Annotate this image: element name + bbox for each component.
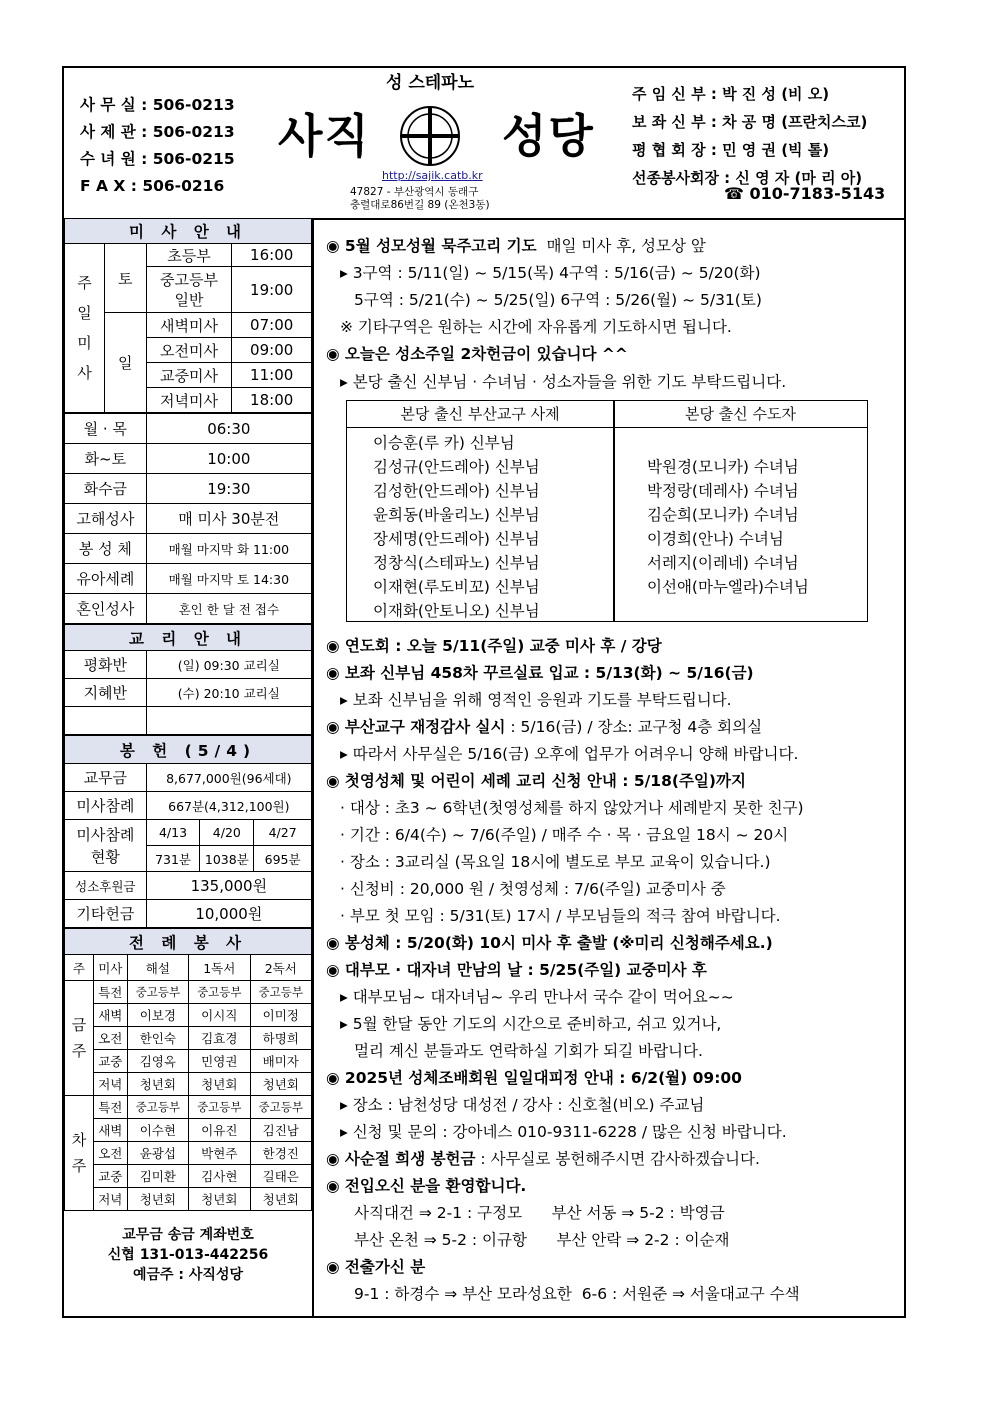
- liturgy-cell: 청년회: [127, 1188, 188, 1211]
- notice-line: ▸ 3구역 : 5/11(일) ~ 5/15(목) 4구역 : 5/16(금) ~ 5/20(화): [340, 264, 761, 282]
- weekday-time: 10:00: [146, 444, 311, 474]
- weekday-time: 매 미사 30분전: [146, 504, 311, 534]
- weekday-name: 유아세례: [65, 564, 147, 594]
- class-time: [146, 707, 311, 735]
- liturgy-cell: 중고등부: [127, 1096, 188, 1119]
- liturgy-header: 주: [65, 955, 94, 981]
- liturgy-cell: 저녁: [93, 1188, 127, 1211]
- liturgy-cell: 이미정: [250, 1004, 311, 1027]
- council-president: 평 협 회 장 : 민 영 권 (빅 톨): [632, 141, 830, 159]
- notice-lent: [326, 1147, 760, 1169]
- offering-value: 10,000원: [146, 900, 311, 928]
- weekday-name: 혼인성사: [65, 594, 147, 624]
- contact-office: 사 무 실 : 506-0213: [80, 96, 235, 114]
- sun-label: 일: [104, 313, 146, 413]
- offering-title: 봉 헌 (5/4): [65, 736, 312, 764]
- sunday-mass-label: 주일미사: [65, 244, 105, 413]
- weekday-name: 월 · 목: [65, 414, 147, 444]
- mass-time: 18:00: [232, 388, 312, 413]
- liturgy-cell: 김진남: [250, 1119, 311, 1142]
- class-name: 평화반: [65, 651, 147, 679]
- notice-line: ▸ 장소 : 남천성당 대성전 / 강사 : 신호철(비오) 주교님: [340, 1096, 705, 1114]
- offering-table: [64, 735, 312, 928]
- liturgy-cell: 이보경: [127, 1004, 188, 1027]
- priest-name: 정창식(스테파노) 신부님: [373, 554, 540, 572]
- notice-text: : 5/16(금) / 장소: 교구청 4층 회의실: [505, 718, 763, 736]
- religious-list: [647, 455, 809, 599]
- offering-name: 기타헌금: [65, 900, 147, 928]
- mass-name: 교중미사: [146, 363, 232, 388]
- notice-title: ◉ 부산교구 재정감사 실시: [326, 718, 506, 736]
- next-week-label: 차주: [65, 1096, 94, 1211]
- religious-name: 서레지(이레네) 수녀님: [647, 554, 799, 572]
- offering-name: 교무금: [65, 764, 147, 792]
- catechism-title: 교 리 안 내: [65, 625, 312, 651]
- notice-line: ▸ 따라서 사무실은 5/16(금) 오후에 업무가 어려우니 양해 바랍니다.: [340, 745, 799, 763]
- mass-name: 초등부: [146, 244, 232, 267]
- mass-time: 09:00: [232, 338, 312, 363]
- liturgy-cell: 중고등부: [250, 1096, 311, 1119]
- liturgy-cell: 중고등부: [189, 1096, 250, 1119]
- mass-time: 11:00: [232, 363, 312, 388]
- class-time: (일) 09:30 교리실: [146, 651, 311, 679]
- offering-value: 667분(4,312,100원): [146, 792, 311, 820]
- liturgy-cell: 오전: [93, 1027, 127, 1050]
- catechism-table: [64, 624, 312, 735]
- address: [350, 186, 490, 212]
- attendance-count: 731분: [146, 846, 200, 872]
- religious-name: 김순희(모니카) 수녀님: [647, 506, 799, 524]
- priest-name: 이재현(루도비꼬) 신부님: [373, 578, 540, 596]
- weekday-time: 혼인 한 달 전 접수: [146, 594, 311, 624]
- liturgy-this-week: [65, 981, 312, 1096]
- address-line-2: 충렬대로86번길 89 (온천3동): [350, 199, 490, 211]
- notice-line: ▸ 보좌 신부님을 위해 영적인 응원과 기도를 부탁드립니다.: [340, 691, 732, 709]
- contact-fax: F A X : 506-0216: [80, 177, 225, 195]
- title-left: 사직: [278, 109, 371, 163]
- parish-patron: 성 스테파노: [386, 73, 475, 93]
- contact-convent: 수 녀 원 : 506-0215: [80, 150, 235, 168]
- weekday-time: 매월 마지막 화 11:00: [146, 534, 311, 564]
- liturgy-cell: 청년회: [189, 1188, 250, 1211]
- notice-title: ◉ 연도회 : 오늘 5/11(주일) 교중 미사 후 / 강당: [326, 637, 662, 655]
- notice-line: ※ 기타구역은 원하는 시간에 자유롭게 기도하시면 됩니다.: [340, 318, 732, 336]
- weekday-name: 봉 성 체: [65, 534, 147, 564]
- priest-name: 김성규(안드레아) 신부님: [373, 458, 540, 476]
- liturgy-cell: 교중: [93, 1050, 127, 1073]
- notice-text: : 사무실로 봉헌해주시면 감사하겠습니다.: [475, 1150, 760, 1168]
- weekday-name: 고해성사: [65, 504, 147, 534]
- notice-line: 멀리 계신 분들과도 연락하실 기회가 되길 바랍니다.: [354, 1042, 703, 1060]
- liturgy-cell: 김사현: [189, 1165, 250, 1188]
- notice-title: ◉ 전출가신 분: [326, 1258, 426, 1276]
- mass-name: 중고등부 일반: [146, 267, 232, 313]
- liturgy-cell: 이수현: [127, 1119, 188, 1142]
- mass-table: [64, 218, 312, 413]
- liturgy-cell: 박현주: [189, 1142, 250, 1165]
- notice-line: 9-1 : 하경수 ⇒ 부산 모라성요한 6-6 : 서원준 ⇒ 서울대교구 수색: [354, 1285, 800, 1303]
- class-time: (수) 20:10 교리실: [146, 679, 311, 707]
- liturgy-cell: 청년회: [189, 1073, 250, 1096]
- weekday-time: 19:30: [146, 474, 311, 504]
- mass-name: 새벽미사: [146, 313, 232, 338]
- attendance-date: 4/20: [200, 820, 254, 846]
- attendance-date: 4/27: [254, 820, 312, 846]
- liturgy-cell: 윤광섭: [127, 1142, 188, 1165]
- liturgy-cell: 한인숙: [127, 1027, 188, 1050]
- sat-label: 토: [104, 244, 146, 313]
- religious-name: 이경희(안나) 수녀님: [647, 530, 784, 548]
- notice-line: ▸ 신청 및 문의 : 강아네스 010-9311-6228 / 많은 신청 바랍니다.: [340, 1123, 787, 1141]
- liturgy-cell: 청년회: [250, 1073, 311, 1096]
- liturgy-cell: 특전: [93, 981, 127, 1004]
- notice-title: ◉ 오늘은 성소주일 2차헌금이 있습니다 ^^: [326, 345, 628, 363]
- mass-time: 07:00: [232, 313, 312, 338]
- weekday-mass-table: [64, 413, 312, 624]
- notice-line: · 기간 : 6/4(수) ~ 7/6(주일) / 매주 수 · 목 · 금요일 18시 ~ 20시: [340, 826, 789, 844]
- liturgy-cell: 교중: [93, 1165, 127, 1188]
- liturgy-cell: 민영권: [189, 1050, 250, 1073]
- notice-audit: [326, 715, 762, 737]
- pastor: 주 임 신 부 : 박 진 성 (비 오): [632, 85, 830, 103]
- bulletin-frame: [62, 66, 906, 1318]
- liturgy-cell: 중고등부: [250, 981, 311, 1004]
- notice-title: ◉ 대부모 · 대자녀 만남의 날 : 5/25(주일) 교중미사 후: [326, 961, 707, 979]
- notice-line: ▸ 대부모님~ 대자녀님~ 우리 만나서 국수 같이 먹어요~~: [340, 988, 734, 1006]
- notice-line: ▸ 본당 출신 신부님 · 수녀님 · 성소자들을 위한 기도 부탁드립니다.: [340, 373, 787, 391]
- priest-name: 장세명(안드레아) 신부님: [373, 530, 540, 548]
- liturgy-cell: 이시직: [189, 1004, 250, 1027]
- mass-name: 오전미사: [146, 338, 232, 363]
- liturgy-cell: 청년회: [250, 1188, 311, 1211]
- attendance-count: 695분: [254, 846, 312, 872]
- weekday-time: 06:30: [146, 414, 311, 444]
- priest-name: 이승훈(루 카) 신부님: [373, 434, 515, 452]
- liturgy-header: 1독서: [189, 955, 250, 981]
- mass-time: 19:00: [232, 267, 312, 313]
- liturgy-next-week: [65, 1096, 312, 1211]
- parish-logo-icon: [398, 104, 462, 168]
- header: [64, 68, 904, 220]
- liturgy-cell: 중고등부: [189, 981, 250, 1004]
- account-number: 신협 131-013-442256: [107, 1247, 269, 1263]
- notice-line: 부산 온천 ⇒ 5-2 : 이규항 부산 안락 ⇒ 2-2 : 이순재: [354, 1231, 730, 1249]
- mass-title: 미 사 안 내: [65, 219, 312, 244]
- class-name: [65, 707, 147, 735]
- address-line-1: 47827 - 부산광역시 동래구: [350, 186, 479, 198]
- liturgy-cell: 중고등부: [127, 981, 188, 1004]
- religious-name: 박정랑(데레사) 수녀님: [647, 482, 799, 500]
- table-header: 본당 출신 부산교구 사제: [347, 401, 613, 428]
- attendance-label: 미사참례 현황: [65, 820, 147, 872]
- priest-name: 이재화(안토니오) 신부님: [373, 602, 540, 620]
- liturgy-cell: 새벽: [93, 1004, 127, 1027]
- left-column: [64, 218, 314, 1316]
- notice-line: 5구역 : 5/21(수) ~ 5/25(일) 6구역 : 5/26(월) ~ 5/31(토): [354, 291, 762, 309]
- funeral-service-head: 선종봉사회장 : 신 영 자 (마 리 아): [632, 169, 863, 187]
- notice-rosary: [326, 234, 706, 256]
- class-name: 지혜반: [65, 679, 147, 707]
- table-header: 본당 출신 수도자: [614, 401, 867, 428]
- account-info: [64, 1211, 312, 1285]
- mass-time: 16:00: [232, 244, 312, 267]
- notices-column: [316, 218, 904, 1316]
- offering-name: 미사참례: [65, 792, 147, 820]
- attendance-date: 4/13: [146, 820, 200, 846]
- this-week-label: 금주: [65, 981, 94, 1096]
- liturgy-cell: 새벽: [93, 1119, 127, 1142]
- liturgy-cell: 특전: [93, 1096, 127, 1119]
- notice-title: ◉ 보좌 신부님 458차 꾸르실료 입교 : 5/13(화) ~ 5/16(금): [326, 664, 754, 682]
- contact-list: [80, 92, 235, 200]
- liturgy-header: 2독서: [250, 955, 311, 981]
- liturgy-cell: 청년회: [127, 1073, 188, 1096]
- liturgy-cell: 저녁: [93, 1073, 127, 1096]
- notice-line: · 부모 첫 모임 : 5/31(토) 17시 / 부모님들의 적극 참여 바랍니다.: [340, 907, 781, 925]
- notice-line: · 신청비 : 20,000 원 / 첫영성체 : 7/6(주일) 교중미사 중: [340, 880, 726, 898]
- offering-value: 135,000원: [146, 872, 311, 900]
- notice-line: · 장소 : 3교리실 (목요일 18시에 별도로 부모 교육이 있습니다.): [340, 853, 771, 871]
- notice-title: ◉ 5월 성모성월 묵주고리 기도: [326, 237, 537, 255]
- liturgy-table: [64, 928, 312, 1211]
- contact-rectory: 사 제 관 : 506-0213: [80, 123, 235, 141]
- priest-name: 김성한(안드레아) 신부님: [373, 482, 540, 500]
- vocations-table: [346, 400, 868, 622]
- liturgy-title: 전 례 봉 사: [65, 929, 312, 955]
- mass-name: 저녁미사: [146, 388, 232, 413]
- liturgy-cell: 하명희: [250, 1027, 311, 1050]
- notice-line: ▸ 5월 한달 동안 기도의 시간으로 준비하고, 쉬고 있거나,: [340, 1015, 722, 1033]
- liturgy-cell: 배미자: [250, 1050, 311, 1073]
- liturgy-cell: 한경진: [250, 1142, 311, 1165]
- priest-name: 윤희동(바울리노) 신부님: [373, 506, 540, 524]
- liturgy-header: 미사: [93, 955, 127, 981]
- notice-line: · 대상 : 초3 ~ 6학년(첫영성체를 하지 않았거나 세례받지 못한 친구): [340, 799, 804, 817]
- liturgy-cell: 오전: [93, 1142, 127, 1165]
- liturgy-cell: 이유진: [189, 1119, 250, 1142]
- liturgy-header: 해설: [127, 955, 188, 981]
- religious-name: 박원경(모니카) 수녀님: [647, 458, 799, 476]
- notice-title: ◉ 전입오신 분을 환영합니다.: [326, 1177, 527, 1195]
- column-divider: [613, 401, 615, 621]
- notice-title: ◉ 첫영성체 및 어린이 세례 교리 신청 안내 : 5/18(주일)까지: [326, 772, 746, 790]
- notice-text: 매일 미사 후, 성모상 앞: [546, 237, 706, 255]
- website-link[interactable]: http://sajik.catb.kr: [382, 169, 483, 182]
- notice-title: ◉ 사순절 희생 봉헌금: [326, 1150, 476, 1168]
- liturgy-cell: 김미환: [127, 1165, 188, 1188]
- offering-name: 성소후원금: [65, 872, 147, 900]
- phone-number: ☎ 010-7183-5143: [724, 184, 886, 203]
- weekday-name: 화수금: [65, 474, 147, 504]
- account-holder: 예금주 : 사직성당: [132, 1267, 243, 1283]
- notice-line: 사직대건 ⇒ 2-1 : 구정모 부산 서동 ⇒ 5-2 : 박영금: [354, 1204, 725, 1222]
- notice-title: ◉ 2025년 성체조배회원 일일대피정 안내 : 6/2(월) 09:00: [326, 1069, 742, 1087]
- assistant-priest: 보 좌 신 부 : 차 공 명 (프란치스코): [632, 113, 868, 131]
- attendance-count: 1038분: [200, 846, 254, 872]
- clergy-list: [632, 80, 867, 192]
- account-title: 교무금 송금 계좌번호: [122, 1227, 254, 1243]
- notice-title: ◉ 봉성체 : 5/20(화) 10시 미사 후 출발 (※미리 신청해주세요.): [326, 934, 773, 952]
- offering-value: 8,677,000원(96세대): [146, 764, 311, 792]
- liturgy-cell: 길태은: [250, 1165, 311, 1188]
- liturgy-cell: 김효경: [189, 1027, 250, 1050]
- religious-name: 이선애(마누엘라)수녀님: [647, 578, 809, 596]
- priest-list: [373, 431, 540, 623]
- weekday-name: 화~토: [65, 444, 147, 474]
- weekday-time: 매월 마지막 토 14:30: [146, 564, 311, 594]
- liturgy-cell: 김영옥: [127, 1050, 188, 1073]
- title-right: 성당: [502, 109, 595, 163]
